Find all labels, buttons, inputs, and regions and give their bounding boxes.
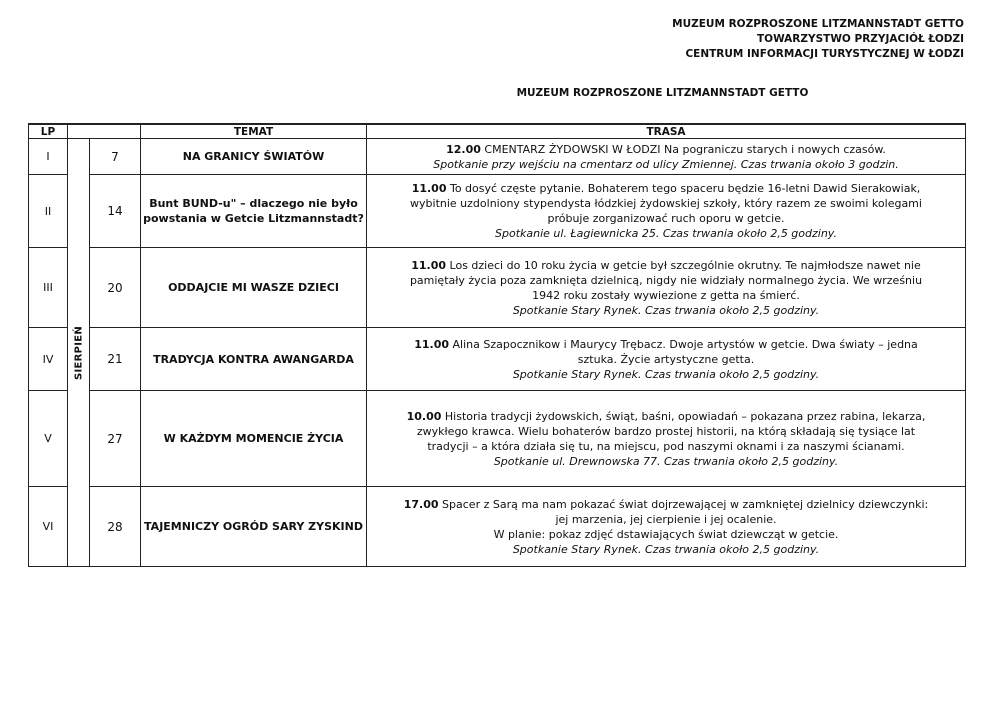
table-row xyxy=(29,391,966,487)
row-day: 7 xyxy=(90,139,141,175)
route-time: 12.00 xyxy=(446,142,481,156)
route-meeting: Spotkanie Stary Rynek. Czas trwania około 2,5 godziny. xyxy=(512,367,820,381)
row-topic xyxy=(141,139,367,175)
table-row xyxy=(29,248,966,328)
topic-line: powstania w Getcie Litzmannstadt? xyxy=(143,212,364,225)
topic-line: TRADYCJA KONTRA AWANGARDA xyxy=(153,352,354,366)
table-header-row xyxy=(29,124,966,139)
route-meeting: Spotkanie przy wejściu na cmentarz od ulicy Zmiennej. Czas trwania około 3 godzin. xyxy=(433,157,899,171)
table-row xyxy=(29,175,966,248)
route-line xyxy=(370,288,962,303)
route-line xyxy=(370,512,962,527)
row-topic xyxy=(141,328,367,391)
header-temat: TEMAT xyxy=(141,124,367,139)
route-meeting: Spotkanie Stary Rynek. Czas trwania około 2,5 godziny. xyxy=(512,542,820,556)
header-blank xyxy=(68,124,141,139)
route-time: 17.00 xyxy=(403,497,439,511)
route-text: Los dzieci do 10 roku życia w getcie był szczególnie okrutny. Te najmłodsze nawet nie xyxy=(449,258,921,272)
month-label: SIERPIEŃ xyxy=(73,325,84,380)
route-text: jej marzenia, jej cierpienie i jej ocalenie. xyxy=(555,512,777,526)
route-line xyxy=(370,211,962,226)
route-text: zwykłego krawca. Wielu bohaterów bardzo prostej historii, na którą składają się tysiące lat xyxy=(416,424,916,438)
row-topic xyxy=(141,487,367,567)
row-route xyxy=(367,487,966,567)
route-line xyxy=(370,527,962,542)
route-line xyxy=(370,142,962,157)
route-time: 10.00 xyxy=(406,409,442,423)
row-day: 28 xyxy=(90,487,141,567)
route-line xyxy=(370,497,962,512)
route-text: Alina Szapocznikow i Maurycy Trębacz. Dwoje artystów w getcie. Dwa światy – jedna xyxy=(452,337,918,351)
organizer-line: MUZEUM ROZPROSZONE LITZMANNSTADT GETTO xyxy=(672,18,964,30)
row-lp: IV xyxy=(29,328,68,391)
route-line xyxy=(370,273,962,288)
header-trasa: TRASA xyxy=(367,124,966,139)
route-text: wybitnie uzdolniony stypendysta łódzkiej żydowskiej szkoły, który razem ze swoimi kolegami xyxy=(410,197,922,210)
document-title: MUZEUM ROZPROSZONE LITZMANNSTADT GETTO xyxy=(516,87,809,99)
route-text: 1942 roku zostały wywiezione z getta na śmierć. xyxy=(532,288,800,302)
month-cell xyxy=(68,139,90,567)
table-row xyxy=(29,328,966,391)
row-day: 27 xyxy=(90,391,141,487)
row-lp: III xyxy=(29,248,68,328)
route-time: 11.00 xyxy=(414,337,450,351)
row-route xyxy=(367,139,966,175)
row-route xyxy=(367,175,966,248)
route-time: 11.00 xyxy=(411,258,447,272)
row-lp: II xyxy=(29,175,68,248)
topic-line: TAJEMNICZY OGRÓD SARY ZYSKIND xyxy=(144,520,363,533)
route-meeting: Spotkanie ul. Drewnowska 77. Czas trwania około 2,5 godziny. xyxy=(493,454,839,468)
row-day: 14 xyxy=(90,175,141,248)
route-line xyxy=(370,352,962,367)
row-topic xyxy=(141,248,367,328)
route-line xyxy=(370,409,962,424)
table-row xyxy=(29,139,966,175)
route-text: sztuka. Życie artystyczne getta. xyxy=(577,352,755,366)
route-text: Spacer z Sarą ma nam pokazać świat dojrzewającej w zamkniętej dzielnicy dziewczynki: xyxy=(442,497,929,511)
row-route xyxy=(367,248,966,328)
route-text: pamiętały życia poza zamknięta dzielnicą, nigdy nie widziały normalnego życia. We wrześniu xyxy=(409,273,923,287)
organizer-block xyxy=(672,17,964,62)
route-meeting: Spotkanie Stary Rynek. Czas trwania około 2,5 godziny. xyxy=(512,303,820,317)
topic-line: Bunt BUND-u" – dlaczego nie było xyxy=(149,197,358,210)
topic-line: W KAŻDYM MOMENCIE ŻYCIA xyxy=(163,432,344,445)
route-text: tradycji – a która działa się tu, na miejscu, pod naszymi oknami i za naszymi ścianami. xyxy=(427,439,905,453)
route-text: Historia tradycji żydowskich, świąt, baśni, opowiadań – pokazana przez rabina, lekarza, xyxy=(444,409,926,423)
route-line xyxy=(370,337,962,352)
row-route xyxy=(367,391,966,487)
row-lp: VI xyxy=(29,487,68,567)
route-text: To dosyć częste pytanie. Bohaterem tego spaceru będzie 16-letni Dawid Sierakowiak, xyxy=(449,182,921,195)
route-meeting: Spotkanie ul. Łagiewnicka 25. Czas trwania około 2,5 godziny. xyxy=(495,227,837,240)
route-text: CMENTARZ ŻYDOWSKI W ŁODZI Na pograniczu starych i nowych czasów. xyxy=(484,142,886,156)
row-day: 21 xyxy=(90,328,141,391)
route-line xyxy=(370,181,962,196)
schedule-table xyxy=(28,123,966,567)
row-lp: V xyxy=(29,391,68,487)
route-line xyxy=(370,439,962,454)
route-line xyxy=(370,258,962,273)
organizer-line: TOWARZYSTWO PRZYJACIÓŁ ŁODZI xyxy=(756,33,964,45)
topic-line: NA GRANICY ŚWIATÓW xyxy=(182,150,325,163)
route-line xyxy=(370,196,962,211)
table-row xyxy=(29,487,966,567)
route-text: W planie: pokaz zdjęć dstawiających świat dziewcząt w getcie. xyxy=(493,527,839,541)
route-time: 11.00 xyxy=(411,182,447,195)
row-lp: I xyxy=(29,139,68,175)
row-day: 20 xyxy=(90,248,141,328)
route-text: próbuje zorganizować ruch oporu w getcie. xyxy=(547,212,785,225)
row-topic xyxy=(141,175,367,248)
row-topic xyxy=(141,391,367,487)
route-line xyxy=(370,424,962,439)
organizer-line: CENTRUM INFORMACJI TURYSTYCZNEJ W ŁODZI xyxy=(685,48,964,60)
row-route xyxy=(367,328,966,391)
header-lp: LP xyxy=(29,124,68,139)
topic-line: ODDAJCIE MI WASZE DZIECI xyxy=(168,281,339,294)
